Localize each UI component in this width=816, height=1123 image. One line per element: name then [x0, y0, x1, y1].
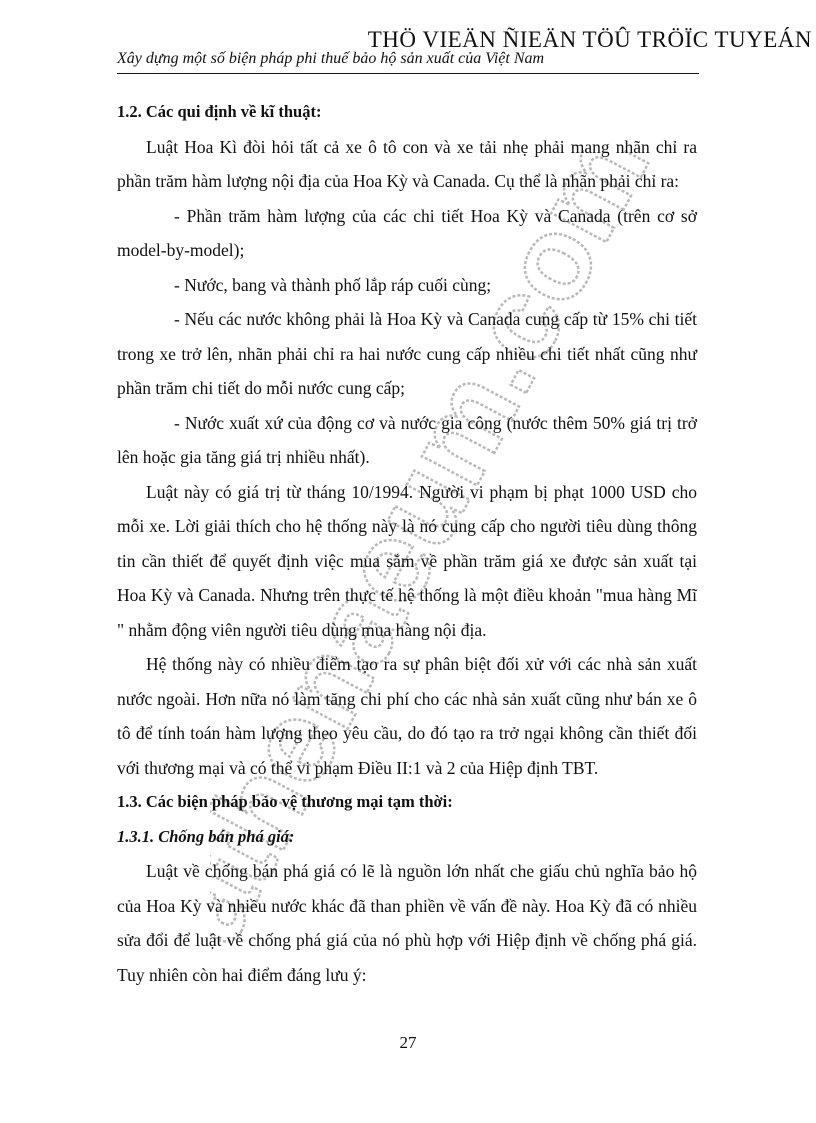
header-brand: THÖ VIEÄN ÑIEÄN TÖÛ TRÖÏC TUYEÁN: [367, 27, 812, 52]
section-heading: 1.2. Các qui định về kĩ thuật:: [117, 102, 322, 121]
header-subtitle: Xây dựng một số biện pháp phi thuế bảo hộ sản xuất của Việt Nam: [117, 50, 545, 67]
list-item: - Nước, bang và thành phố lắp ráp cuối cùng;: [174, 274, 492, 295]
paragraph: Luật về chống bán phá giá có lẽ là nguồn lớn nhất che giấu chủ nghĩa bảo hộ của Hoa Kỳ và nhiều nước khác đã than phiền về vấn đề này. Hoa Kỳ đã có nhiều sửa đổi để luật về chống phá giá của nó phù hợp với Hiệp định về chống phá giá. Tuy nhiên còn hai điểm đáng lưu ý:: [117, 861, 697, 985]
section-heading: 1.3. Các biện pháp bảo vệ thương mại tạm thời:: [117, 792, 453, 811]
watermark-text: athenaeum.com: [210, 150, 675, 963]
paragraph: Hệ thống này có nhiều điểm tạo ra sự phân biệt đối xử với các nhà sản xuất nước ngoài. Hơn nữa nó làm tăng chi phí cho các nhà sản xuất cũng như bán xe ô tô để tính toán hàm lượng theo yêu cầu, do đó tạo ra trở ngại không cần thiết đối với thương mại và có thể vi phạm Điều II:1 và 2 của Hiệp định TBT.: [117, 654, 697, 778]
list-item: - Phần trăm hàm lượng của các chi tiết Hoa Kỳ và Canada (trên cơ sở model-by-model);: [117, 205, 697, 260]
subsection-heading: 1.3.1. Chống bán phá giá:: [117, 826, 295, 846]
paragraph: Luật này có giá trị từ tháng 10/1994. Người vi phạm bị phạt 1000 USD cho mỗi xe. Lời giải thích cho hệ thống này là nó cung cấp cho người tiêu dùng thông tin cần thiết để quyết định việc mua sắm về phần trăm giá xe được sản xuất tại Hoa Kỳ và Canada. Nhưng trên thực tế hệ thống là một điều khoản "mua hàng Mĩ " nhằm động viên người tiêu dùng mua hàng nội địa.: [117, 481, 697, 640]
document-body: [117, 95, 697, 992]
page-number: 27: [399, 1033, 417, 1052]
list-item: - Nước xuất xứ của động cơ và nước gia công (nước thêm 50% giá trị trở lên hoặc gia tăng giá trị nhiều nhất).: [117, 412, 697, 467]
paragraph: Luật Hoa Kì đòi hỏi tất cả xe ô tô con và xe tải nhẹ phải mang nhãn chỉ ra phần trăm hàm lượng nội địa của Hoa Kỳ và Canada. Cụ thể là nhãn phải chỉ ra:: [117, 136, 697, 191]
list-item: - Nếu các nước không phải là Hoa Kỳ và Canada cung cấp từ 15% chi tiết trong xe trở lên, nhãn phải chỉ ra hai nước cung cấp nhiều chi tiết nhất cũng như phần trăm chi tiết do mỗi nước cung cấp;: [117, 309, 697, 398]
header-divider: [117, 73, 699, 74]
